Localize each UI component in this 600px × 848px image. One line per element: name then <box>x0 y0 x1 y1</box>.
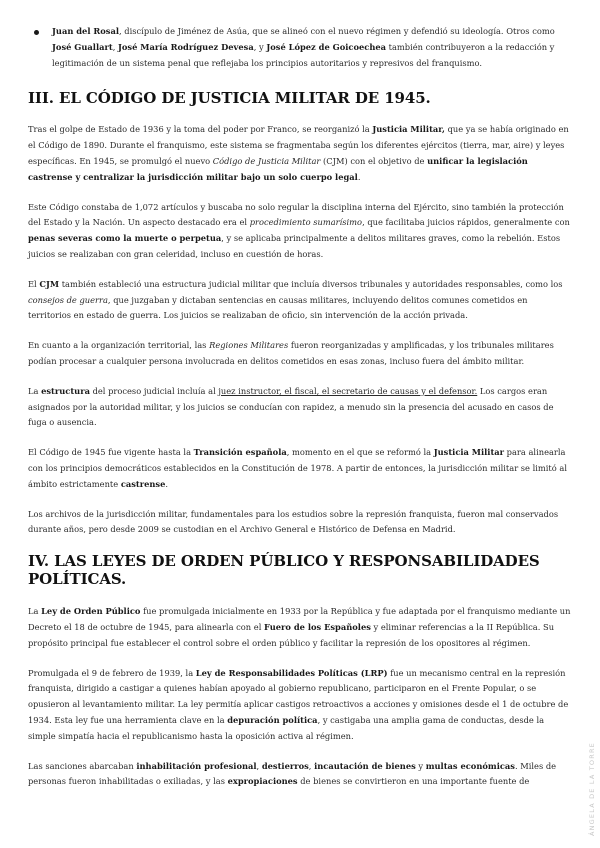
text: El Código de 1945 fue vigente hasta la <box>28 447 194 458</box>
text: Tras el golpe de Estado de 1936 y la toma del poder por Franco, se reorganizó la <box>28 124 373 135</box>
text-bold: Ley de Responsabilidades Políticas (LRP) <box>195 667 388 678</box>
section-4-paragraph-1 <box>28 604 572 651</box>
author-watermark: ÁNGELA DE LA TORRE <box>588 741 596 836</box>
text: , <box>112 41 118 52</box>
text-italic: Código de Justicia Militar <box>212 155 321 166</box>
section-4-paragraph-3 <box>28 759 572 791</box>
text-bold: Justicia Militar <box>433 447 505 458</box>
text-bold: incautación de bienes <box>314 760 416 771</box>
text: Promulgada el 9 de febrero de 1939, la <box>28 667 196 678</box>
section-3-paragraph-5 <box>28 384 572 431</box>
text-bold: Transición española <box>193 447 287 458</box>
text-bold: Justicia Militar, <box>372 124 445 135</box>
text-italic: Regiones Militares <box>209 340 289 351</box>
section-3-paragraph-3 <box>28 277 572 324</box>
bullet-icon <box>34 30 39 35</box>
section-3-paragraph-4 <box>28 338 572 370</box>
text: , <box>308 760 315 771</box>
text: Las sanciones abarcaban <box>28 760 137 771</box>
text-underlined: juez instructor, el fiscal, el secretario de causas y el defensor. <box>218 385 478 396</box>
text: . <box>165 478 169 489</box>
text-bold: destierros <box>261 760 309 771</box>
text: fue un mecanismo central en la represión franquista, dirigido a castigar a quienes habían apoyado al gobierno republicano, participaron en el Frente Popular, o se opusieron al levantamiento militar. La ley permitía aplicar castigos retroactivos a acciones y omisiones desde el 1 de octubre de 1934. Esta ley fue una herramienta clave en la <box>28 667 569 725</box>
text-bold: expropiaciones <box>227 776 298 787</box>
text-bold: Ley de Orden Público <box>41 606 141 617</box>
text: , momento en el que se reformó la <box>286 447 434 458</box>
text: fueron reorganizadas y amplificadas, y los tribunales militares podían procesar a cualquier persona involucrada en delitos cometidos en esas zonas, incluso fuera del ámbito militar. <box>28 340 554 366</box>
text: también estableció una estructura judicial militar que incluía diversos tribunales y autoridades responsables, como los <box>59 278 563 289</box>
text: , que facilitaba juicios rápidos, generalmente con <box>362 217 570 228</box>
text: . <box>357 171 361 182</box>
text: El <box>28 278 40 289</box>
text-bold: penas severas como la muerte o perpetua <box>28 233 222 244</box>
text-bold: CJM <box>39 278 60 289</box>
text: , discípulo de Jiménez de Asúa, que se alineó con el nuevo régimen y defendió su ideología. Otros como <box>119 26 555 36</box>
text: , y castigaba una amplia gama de conductas, desde la simple simpatía hacia el republicanismo hasta la oposición activa al régimen. <box>28 714 545 741</box>
section-3-paragraph-7 <box>28 507 572 539</box>
text: La <box>28 385 42 396</box>
text: La <box>28 606 42 617</box>
text-bold: unificar la legislación castrense y centralizar la jurisdicción militar bajo un solo cuerpo legal <box>28 155 528 182</box>
text-bold: José María Rodríguez Devesa <box>117 41 254 52</box>
text: que ya se había originado en el Código de 1890. Durante el franquismo, este sistema se fragmentaba según los diferentes ejércitos (tierra, mar, aire) y leyes específicas. En 1945, se promulgó el nuevo <box>28 124 569 166</box>
section-3-heading: III. EL CÓDIGO DE JUSTICIA MILITAR DE 1945. <box>28 89 431 108</box>
text: En cuanto a la organización territorial, las <box>28 340 210 351</box>
text-bold: inhabilitación profesional <box>136 760 257 771</box>
text: Este Código constaba de 1,072 artículos y buscaba no solo regular la disciplina interna del Ejército, sino también la protección del Estado y la Nación. Un aspecto destacado era el <box>28 201 564 228</box>
text: y eliminar referencias a la II República. Su propósito principal fue establecer el control sobre el orden público y facilitar la represión de los opositores al régimen. <box>28 621 555 648</box>
text: , y <box>253 41 267 52</box>
text: de bienes se convirtieron en una importante fuente de <box>297 776 530 787</box>
section-4-paragraph-2 <box>28 666 572 745</box>
document-page <box>28 24 572 804</box>
text: , y se aplicaba principalmente a delitos militares graves, como la rebelión. Estos juicios se realizaban con gran celeridad, incluso en cuestión de horas. <box>28 233 561 259</box>
text: del proceso judicial incluía al <box>89 385 219 396</box>
section-3-paragraph-6 <box>28 445 572 492</box>
section-4-heading: IV. LAS LEYES DE ORDEN PÚBLICO Y RESPONSABILIDADES POLÍTICAS. <box>28 552 540 589</box>
text-bold: depuración política <box>227 714 318 725</box>
text: Los archivos de la jurisdicción militar, fundamentales para los estudios sobre la represión franquista, fueron mal conservados durante años, pero desde 2009 se custodian en el Archivo General e Histórico de Defensa en Madrid. <box>28 508 559 535</box>
text-italic: consejos de guerra <box>28 294 108 305</box>
text-bold: castrense <box>120 478 166 489</box>
text-bold: José López de Goicoechea <box>266 41 387 52</box>
section-3-paragraph-1 <box>28 122 572 185</box>
text: y <box>415 760 426 771</box>
text: , que juzgaban y dictaban sentencias en causas militares, incluyendo delitos comunes cometidos en territorios en estado de guerra. Los juicios se realizaban de oficio, sin intervención de la acción privada. <box>28 294 528 321</box>
text: Los cargos eran asignados por la autoridad militar, y los juicios se conducían con rapidez, a menudo sin la presencia del acusado en casos de fuga o ausencia. <box>28 385 554 428</box>
text: fue promulgada inicialmente en 1933 por la República y fue adaptada por el franquismo mediante un Decreto el 18 de octubre de 1945, para alinearla con el <box>28 606 571 632</box>
text-bold: multas económicas <box>425 760 515 771</box>
text: . Miles de personas fueron inhabilitadas o exiliadas, y las <box>28 760 557 787</box>
text: para alinearla con los principios democráticos establecidos en la Constitución de 1978. A partir de entonces, la jurisdicción militar se limitó al ámbito estrictamente <box>28 447 568 489</box>
text-bold: estructura <box>41 385 90 396</box>
text-bold: Juan del Rosal <box>52 26 120 36</box>
text-bold: Fuero de los Españoles <box>264 621 371 632</box>
text: también contribuyeron a la redacción y legitimación de un sistema penal que reflejaba los principios autoritarios y represivos del franquismo. <box>52 41 555 68</box>
text-italic: procedimiento sumarísimo <box>249 217 363 228</box>
intro-bullet <box>28 24 572 71</box>
text: (CJM) con el objetivo de <box>320 155 428 166</box>
text: , <box>256 760 262 771</box>
text-bold: José Guallart <box>52 41 113 52</box>
section-3-paragraph-2 <box>28 200 572 263</box>
